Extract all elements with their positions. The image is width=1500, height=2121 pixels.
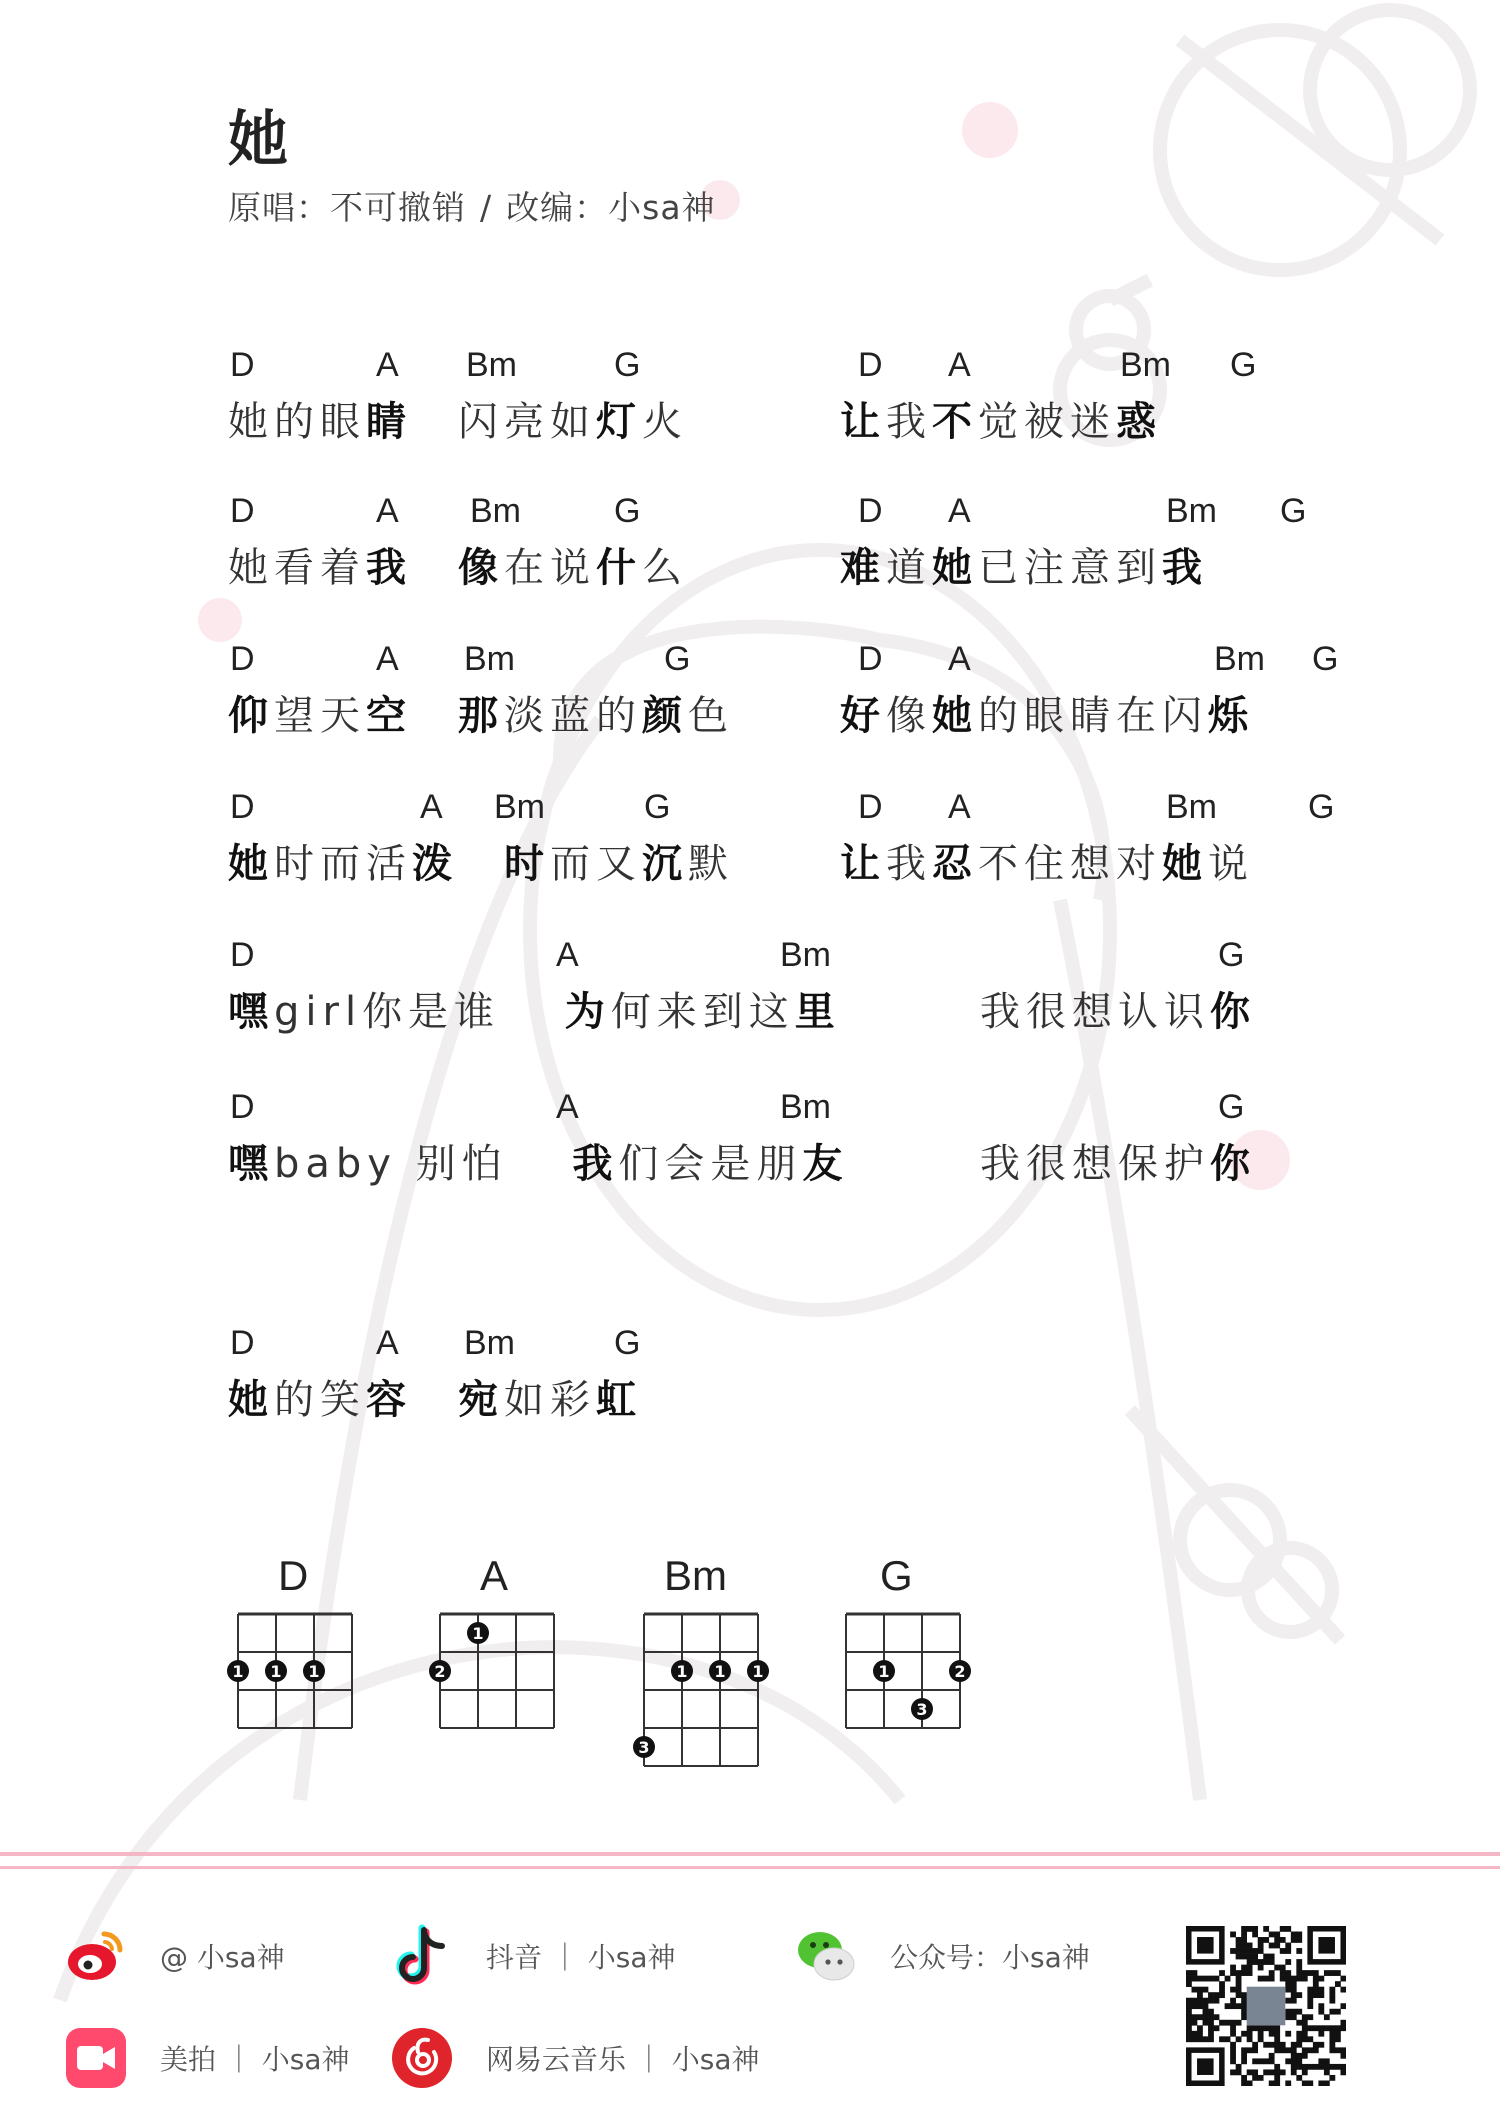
lyric-text: 我 <box>886 841 932 887</box>
lyric-line <box>228 390 688 447</box>
lyric-accent: 我 <box>1162 545 1208 591</box>
lyric-accent: 我 <box>366 545 412 591</box>
lyric-text: 时而活 <box>274 841 412 887</box>
lyric-accent: 好 <box>840 693 886 739</box>
lyric-text: 火 <box>642 399 688 445</box>
lyric-line <box>980 1132 1256 1189</box>
chord-symbol: G <box>664 640 691 678</box>
lyric-text: 她看着 <box>228 545 366 591</box>
qr-code[interactable] <box>1186 1926 1346 2086</box>
chord-symbol: G <box>614 346 641 384</box>
lyric-text: 的眼睛在闪 <box>978 693 1208 739</box>
lyric-accent: 她 <box>932 693 978 739</box>
lyric-line <box>228 536 688 593</box>
lyric-text: 说 <box>1208 841 1254 887</box>
lyric-accent: 容 <box>366 1377 412 1423</box>
lyric-text: 而又 <box>550 841 642 887</box>
finger-number: 1 <box>676 1662 688 1681</box>
meipai-icon <box>64 2026 128 2090</box>
lyric-text: 望天 <box>274 693 366 739</box>
chord-symbol: Bm <box>780 1088 831 1126</box>
finger-number: 3 <box>638 1738 650 1757</box>
chord-symbol: A <box>420 788 443 826</box>
chord-symbol: G <box>1312 640 1339 678</box>
lyric-text <box>500 989 565 1035</box>
lyric-text: 不住想对 <box>978 841 1162 887</box>
lyric-accent: 颜 <box>642 693 688 739</box>
lyric-text: baby 别怕 <box>274 1141 508 1187</box>
lyric-text: 淡蓝的 <box>504 693 642 739</box>
finger-number: 3 <box>916 1700 928 1719</box>
lyric-text: 她的眼 <box>228 399 366 445</box>
chord-symbol: A <box>556 936 579 974</box>
lyric-accent: 灯 <box>596 399 642 445</box>
chord-symbol: D <box>230 936 255 974</box>
footer-netease[interactable] <box>390 2026 760 2090</box>
lyric-line <box>840 536 1208 593</box>
finger-number: 1 <box>308 1662 320 1681</box>
chord-diagram-label: G <box>880 1552 913 1599</box>
lyric-accent: 沉 <box>642 841 688 887</box>
chord-symbol: Bm <box>464 640 515 678</box>
chord-symbol: A <box>376 492 399 530</box>
chord-symbol: G <box>1218 936 1245 974</box>
chord-symbol: D <box>858 788 883 826</box>
lyric-accent: 她 <box>932 545 978 591</box>
lyric-line <box>228 980 841 1037</box>
original-artist: 不可撤销 <box>330 188 466 227</box>
chord-symbol: A <box>376 1324 399 1362</box>
footer-divider-top <box>0 1852 1500 1856</box>
lyric-accent: 睛 <box>366 399 412 445</box>
footer-wechat-text: 公众号：小sa神 <box>890 1941 1090 1974</box>
chord-symbol: D <box>230 788 255 826</box>
lyric-text: 如彩 <box>504 1377 596 1423</box>
chord-symbol: Bm <box>464 1324 515 1362</box>
footer-douyin-text: 抖音 ｜ 小sa神 <box>486 1941 676 1974</box>
footer-weibo-text: @ 小sa神 <box>160 1941 285 1974</box>
chord-symbol: G <box>1308 788 1335 826</box>
chord-symbol: A <box>948 346 971 384</box>
lyric-accent: 时 <box>504 841 550 887</box>
chord-diagram-label: Bm <box>664 1552 727 1599</box>
finger-number: 2 <box>954 1662 966 1681</box>
footer-douyin[interactable] <box>390 1924 676 1988</box>
lyric-accent: 那 <box>458 693 504 739</box>
lyric-text <box>412 399 458 445</box>
lyric-accent: 仰 <box>228 693 274 739</box>
lyric-accent: 难 <box>840 545 886 591</box>
chord-symbol: G <box>1230 346 1257 384</box>
lyric-accent: 像 <box>458 545 504 591</box>
lyric-accent: 空 <box>366 693 412 739</box>
lyric-accent: 让 <box>840 841 886 887</box>
footer-weibo[interactable] <box>64 1924 285 1988</box>
chord-symbol: D <box>230 1088 255 1126</box>
finger-number: 1 <box>878 1662 890 1681</box>
chord-symbol: Bm <box>780 936 831 974</box>
footer-meipai-text: 美拍 ｜ 小sa神 <box>160 2043 350 2076</box>
lyric-accent: 为 <box>564 989 611 1035</box>
chord-symbol: Bm <box>1166 492 1217 530</box>
original-label: 原唱： <box>228 188 330 227</box>
lyric-text: 我很想保护 <box>980 1141 1210 1187</box>
lyric-text: 默 <box>688 841 734 887</box>
chord-symbol: D <box>858 346 883 384</box>
chord-symbol: A <box>376 346 399 384</box>
lyric-text <box>458 841 504 887</box>
lyric-line <box>228 1132 848 1189</box>
chord-diagram-grid <box>420 1602 574 1740</box>
lyric-text: 闪亮如 <box>458 399 596 445</box>
lyric-accent: 不 <box>932 399 978 445</box>
chord-symbol: A <box>948 788 971 826</box>
lyric-text: 觉被迷 <box>978 399 1116 445</box>
lyric-accent: 让 <box>840 399 886 445</box>
song-title: 她 <box>228 105 288 175</box>
chord-symbol: G <box>614 1324 641 1362</box>
finger-number: 1 <box>270 1662 282 1681</box>
chord-symbol: Bm <box>470 492 521 530</box>
lyric-accent: 嘿 <box>228 1141 274 1187</box>
chord-symbol: D <box>230 1324 255 1362</box>
lyric-text: 的笑 <box>274 1377 366 1423</box>
lyric-accent: 忍 <box>932 841 978 887</box>
chord-diagram-grid <box>218 1602 372 1740</box>
lyric-accent: 你 <box>1210 989 1256 1035</box>
chord-symbol: G <box>1280 492 1307 530</box>
lyric-text: girl你是谁 <box>274 989 501 1035</box>
chord-symbol: D <box>858 492 883 530</box>
chord-symbol: Bm <box>466 346 517 384</box>
lyric-accent: 宛 <box>458 1377 504 1423</box>
lyric-accent: 友 <box>802 1141 849 1187</box>
chord-symbol: G <box>1218 1088 1245 1126</box>
chord-symbol: A <box>948 492 971 530</box>
lyric-line <box>980 980 1256 1037</box>
lyric-line <box>840 390 1162 447</box>
lyric-text: 我很想认识 <box>980 989 1210 1035</box>
footer-wechat[interactable] <box>794 1924 1090 1988</box>
finger-number: 1 <box>714 1662 726 1681</box>
lyric-text: 何来到这 <box>610 989 795 1035</box>
chord-symbol: A <box>556 1088 579 1126</box>
song-credits <box>228 182 716 229</box>
finger-number: 1 <box>472 1624 484 1643</box>
lyric-text: 我 <box>886 399 932 445</box>
lyric-accent: 她 <box>228 841 274 887</box>
arranger-label: 改编： <box>506 188 609 227</box>
lyric-text: 已注意到 <box>978 545 1162 591</box>
qr-avatar <box>1247 1987 1286 2026</box>
chord-symbol: Bm <box>1214 640 1265 678</box>
lyric-accent: 她 <box>228 1377 274 1423</box>
lyric-accent: 里 <box>794 989 841 1035</box>
chord-diagram-grid <box>624 1602 778 1778</box>
footer-divider-bottom <box>0 1866 1500 1869</box>
lyric-text <box>508 1141 573 1187</box>
lyric-line <box>840 684 1254 741</box>
finger-number: 2 <box>434 1662 446 1681</box>
lyric-text <box>412 545 458 591</box>
chord-symbol: Bm <box>1120 346 1171 384</box>
wechat-icon <box>794 1924 858 1988</box>
chord-symbol: D <box>230 346 255 384</box>
lyric-text: 道 <box>886 545 932 591</box>
weibo-icon <box>64 1924 128 1988</box>
credit-separator: / <box>480 188 493 227</box>
lyric-text <box>412 693 458 739</box>
lyric-text: 像 <box>886 693 932 739</box>
lyric-text: 么 <box>642 545 688 591</box>
lyric-accent: 烁 <box>1208 693 1254 739</box>
footer-netease-text: 网易云音乐 ｜ 小sa神 <box>486 2043 760 2076</box>
lyric-text: 色 <box>688 693 734 739</box>
lyric-accent: 惑 <box>1116 399 1162 445</box>
chord-symbol: G <box>644 788 671 826</box>
lyric-text: 们会是朋 <box>618 1141 803 1187</box>
lyric-text <box>412 1377 458 1423</box>
chord-symbol: A <box>376 640 399 678</box>
lyric-line <box>840 832 1254 889</box>
lyric-accent: 你 <box>1210 1141 1256 1187</box>
lyric-line <box>228 684 734 741</box>
chord-symbol: Bm <box>1166 788 1217 826</box>
chord-diagram-label: A <box>480 1552 509 1599</box>
finger-number: 1 <box>232 1662 244 1681</box>
finger-number: 1 <box>752 1662 764 1681</box>
footer-meipai[interactable] <box>64 2026 350 2090</box>
chord-symbol: D <box>858 640 883 678</box>
netease-music-icon <box>390 2026 454 2090</box>
lyric-accent: 我 <box>572 1141 619 1187</box>
lyric-line <box>228 832 734 889</box>
lyric-accent: 什 <box>596 545 642 591</box>
lyric-accent: 嘿 <box>228 989 274 1035</box>
chord-symbol: G <box>614 492 641 530</box>
chord-symbol: D <box>230 492 255 530</box>
lyric-text: 在说 <box>504 545 596 591</box>
lyric-accent: 虹 <box>596 1377 642 1423</box>
chord-diagram-grid <box>826 1602 980 1740</box>
chord-symbol: D <box>230 640 255 678</box>
lyric-accent: 泼 <box>412 841 458 887</box>
chord-diagram-label: D <box>278 1552 309 1599</box>
lyric-line <box>228 1368 642 1425</box>
arranger-name: 小sa神 <box>608 188 716 227</box>
douyin-icon <box>390 1924 454 1988</box>
lyric-accent: 她 <box>1162 841 1208 887</box>
chord-symbol: A <box>948 640 971 678</box>
chord-symbol: Bm <box>494 788 545 826</box>
